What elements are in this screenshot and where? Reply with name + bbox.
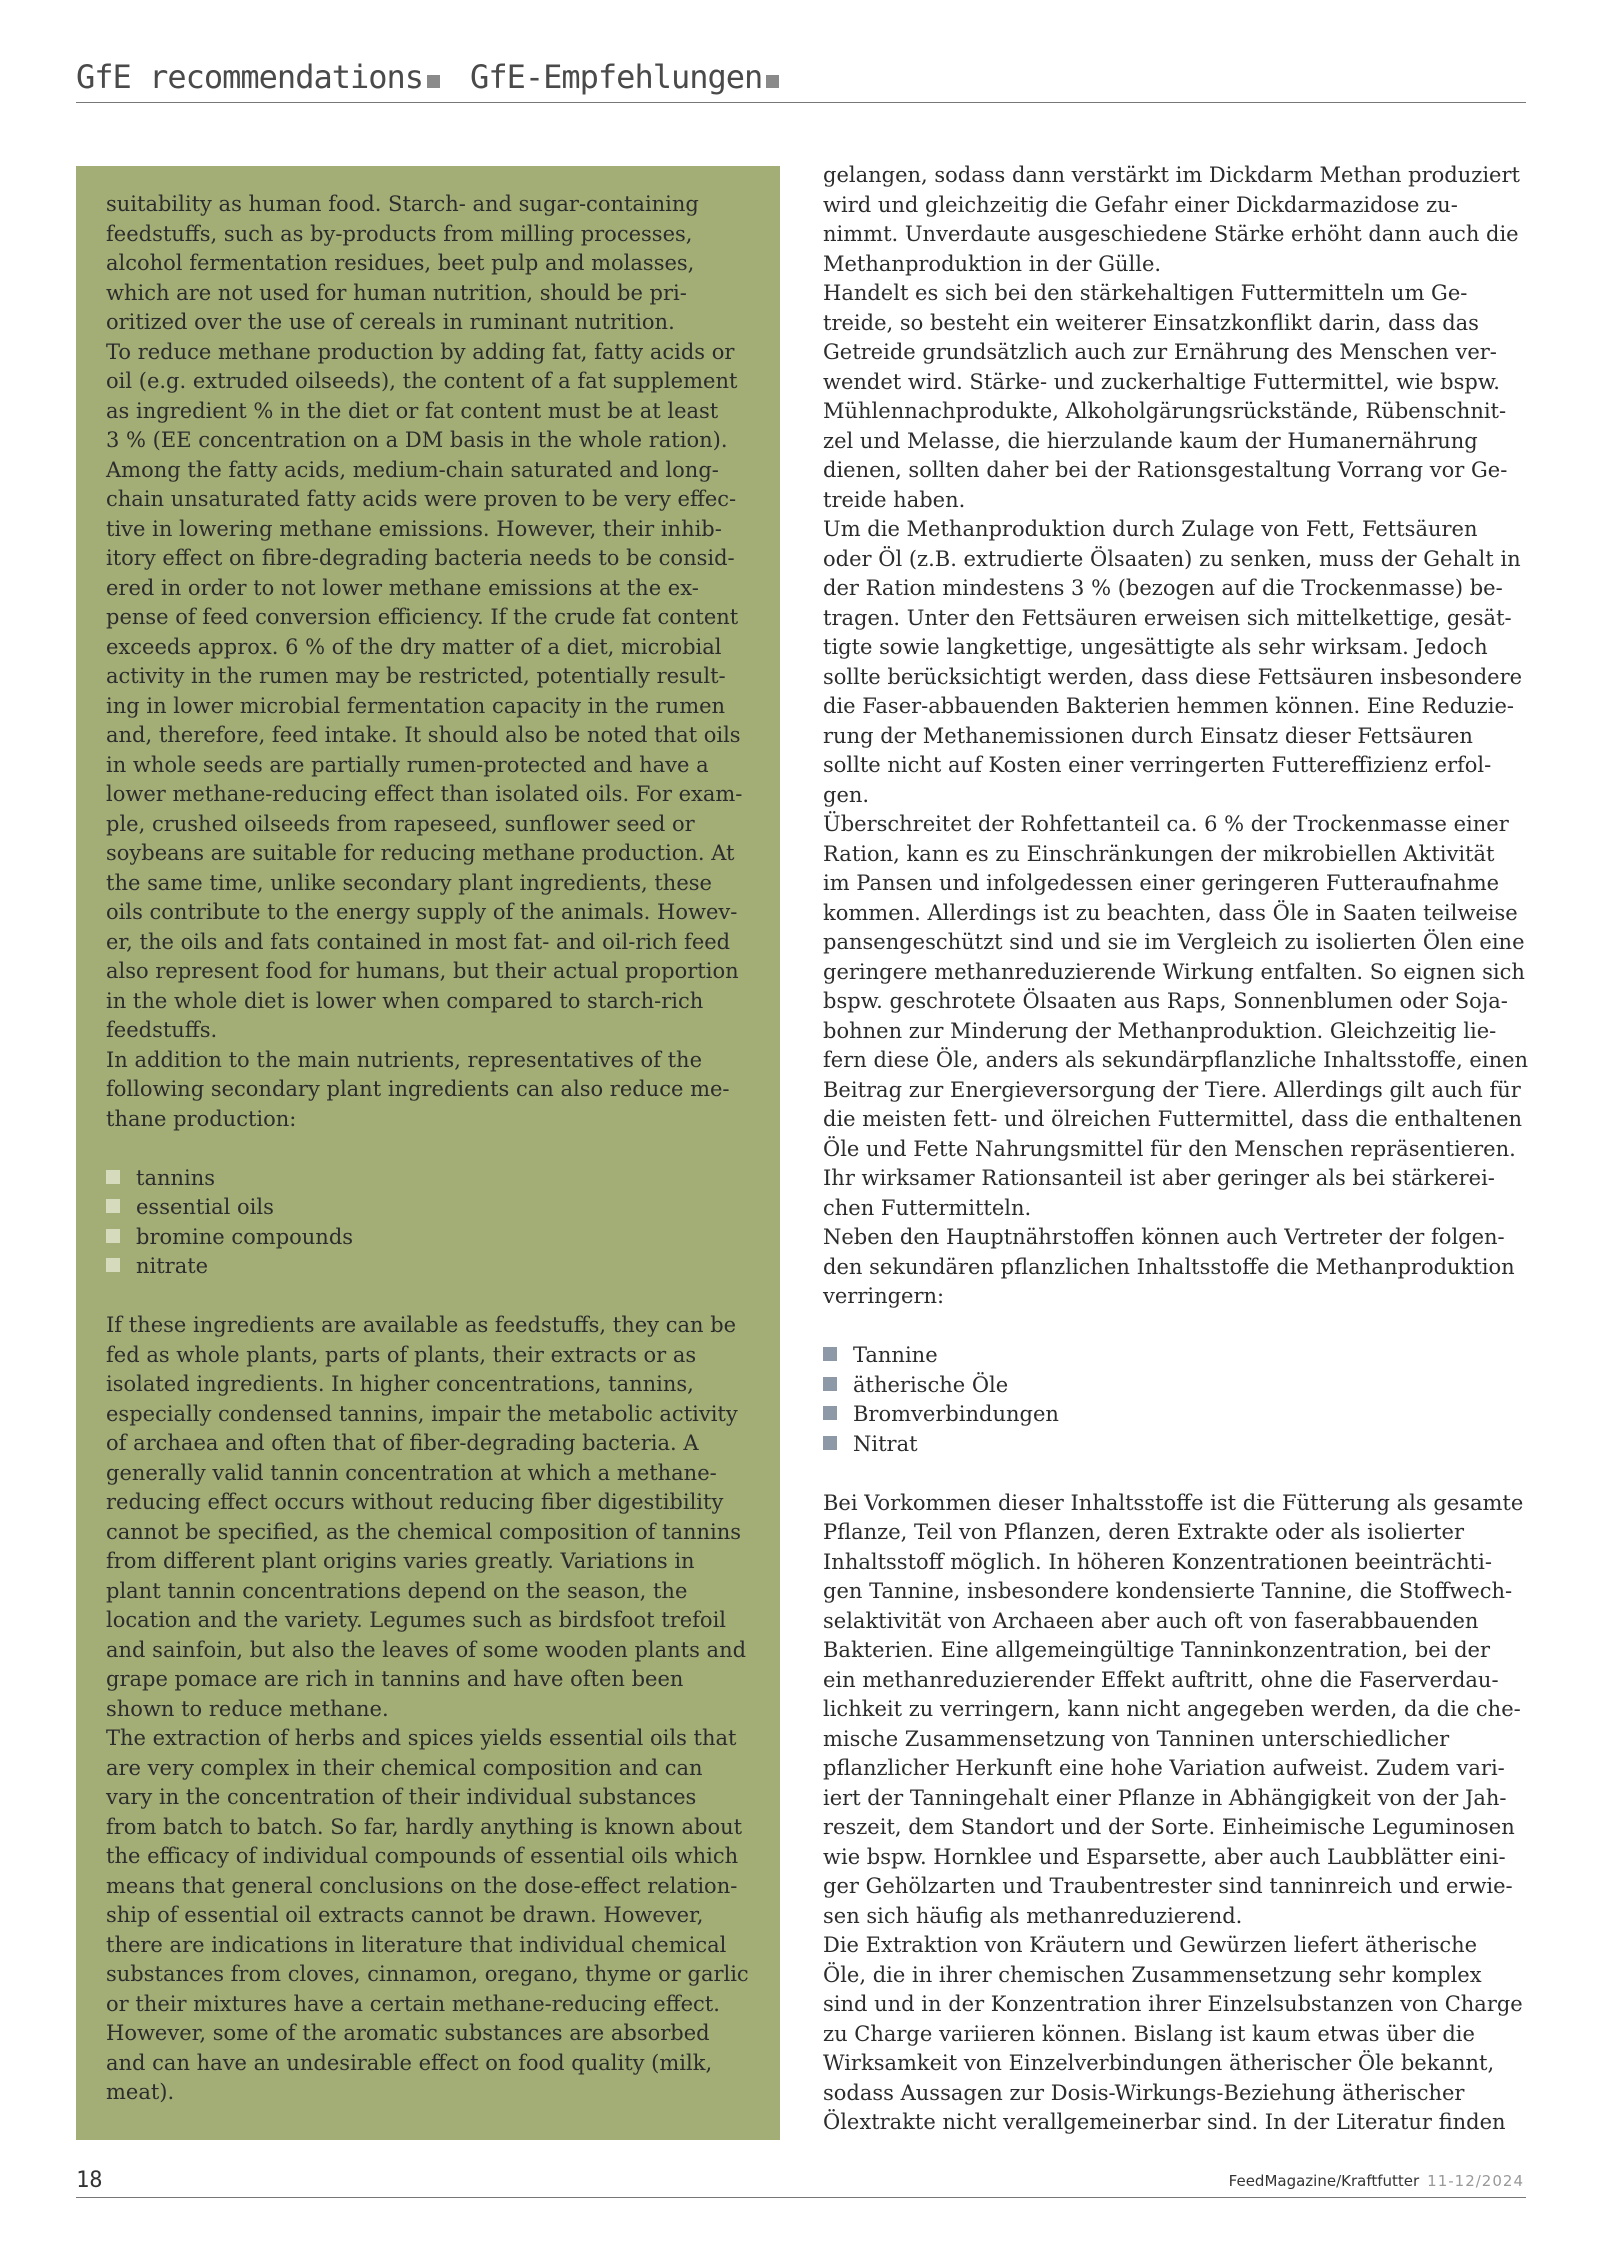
text-line: iert der Tanningehalt einer Pflanze in Abhängigkeit von der Jah- <box>823 1785 1507 1810</box>
bullet-square-icon <box>823 1377 837 1391</box>
bullet-item <box>106 1193 754 1223</box>
bullet-text: essential oils <box>136 1195 274 1219</box>
text-line: Methanproduktion in der Gülle. <box>823 251 1162 276</box>
text-line: from different plant origins varies greatly. Variations in <box>106 1549 695 1573</box>
text-line: Um die Methanproduktion durch Zulage von Fett, Fettsäuren <box>823 517 1478 541</box>
text-line: verringern: <box>823 1284 945 1308</box>
text-line: which are not used for human nutrition, should be pri- <box>106 280 687 305</box>
bullet-square-icon <box>106 1229 120 1243</box>
text-line: Öle, die in ihrer chemischen Zusammensetzung sehr komplex <box>823 1962 1482 1987</box>
text-line: pflanzlicher Herkunft eine hohe Variation aufweist. Zudem vari- <box>823 1756 1505 1780</box>
publication-footer <box>1229 2172 1524 2190</box>
text-line: oritized over the use of cereals in ruminant nutrition. <box>106 310 675 334</box>
text-line: generally valid tannin concentration at which a methane- <box>106 1460 717 1485</box>
text-line: location and the variety. Legumes such as birdsfoot trefoil <box>106 1608 727 1632</box>
german-bullet-list <box>823 1341 1527 1459</box>
header-square-icon <box>766 75 779 88</box>
text-line: ing in lower microbial fermentation capacity in the rumen <box>106 693 726 718</box>
text-line: substances from cloves, cinnamon, oregano, thyme or garlic <box>106 1962 749 1986</box>
text-line: tragen. Unter den Fettsäuren erweisen sich mittelkettige, gesät- <box>823 605 1512 630</box>
bullet-item <box>823 1400 1527 1430</box>
text-line: lichkeit zu verringern, kann nicht angegeben werden, da die che- <box>823 1697 1521 1721</box>
text-line: die meisten fett- und ölreichen Futtermittel, dass die enthaltenen <box>823 1107 1523 1131</box>
bullet-item <box>106 1164 754 1194</box>
text-line: im Pansen und infolgedessen einer geringeren Futteraufnahme <box>823 871 1500 895</box>
bullet-text: tannins <box>136 1165 216 1190</box>
text-line: ship of essential oil extracts cannot be drawn. However, <box>106 1903 704 1927</box>
text-line: sind und in der Konzentration ihrer Einzelsubstanzen von Charge <box>823 1992 1523 2016</box>
text-line: there are indications in literature that individual chemical <box>106 1932 727 1957</box>
english-paragraphs-top <box>106 190 754 1134</box>
text-line: sollte berücksichtigt werden, dass diese Fettsäuren insbesondere <box>823 664 1523 689</box>
bullet-text: Nitrat <box>853 1431 918 1456</box>
bullet-text: Bromverbindungen <box>853 1402 1059 1426</box>
text-line: the efficacy of individual compounds of essential oils which <box>106 1844 739 1868</box>
text-line: alcohol fermentation residues, beet pulp and molasses, <box>106 251 695 275</box>
text-line: ger Gehölzarten und Traubentrester sind tanninreich und erwie- <box>823 1874 1513 1898</box>
text-line: thane production: <box>106 1106 297 1131</box>
text-line: chain unsaturated fatty acids were proven to be very effec- <box>106 487 737 511</box>
text-line: ple, crushed oilseeds from rapeseed, sunflower seed or <box>106 811 695 836</box>
text-line: er, the oils and fats contained in most fat- and oil-rich feed <box>106 929 731 954</box>
text-line: Neben den Hauptnährstoffen können auch Vertreter der folgen- <box>823 1225 1505 1249</box>
text-line: Getreide grundsätzlich auch zur Ernährung des Menschen ver- <box>823 340 1497 364</box>
text-line: zu Charge variieren können. Bislang ist kaum etwas über die <box>823 2021 1475 2046</box>
text-line: in whole seeds are partially rumen-protected and have a <box>106 752 709 777</box>
running-header <box>76 58 1526 103</box>
text-line: and, therefore, feed intake. It should also be noted that oils <box>106 723 741 747</box>
text-line: Bakterien. Eine allgemeingültige Tanninkonzentration, bei der <box>823 1638 1491 1662</box>
text-line: Ölextrakte nicht verallgemeinerbar sind. In der Literatur finden <box>823 2110 1506 2134</box>
text-line: der Ration mindestens 3 % (bezogen auf die Trockenmasse) be- <box>823 576 1503 600</box>
text-line: sen sich häufig als methanreduzierend. <box>823 1903 1243 1928</box>
text-line: However, some of the aromatic substances are absorbed <box>106 2021 710 2045</box>
text-line: dienen, sollten daher bei der Rationsgestaltung Vorrang vor Ge- <box>823 458 1508 482</box>
page-number: 18 <box>76 2168 103 2193</box>
text-line: ered in order to not lower methane emissions at the ex- <box>106 575 699 600</box>
text-line: vary in the concentration of their individual substances <box>106 1785 697 1809</box>
text-line: means that general conclusions on the dose-effect relation- <box>106 1873 738 1898</box>
text-line: ein methanreduzierender Effekt auftritt, ohne die Faserverdau- <box>823 1667 1499 1692</box>
text-line: isolated ingredients. In higher concentrations, tannins, <box>106 1372 694 1396</box>
german-paragraphs-bottom <box>823 1489 1527 2138</box>
text-line: plant tannin concentrations depend on the season, the <box>106 1578 688 1603</box>
text-line: chen Futtermitteln. <box>823 1195 1032 1220</box>
text-line: Beitrag zur Energieversorgung der Tiere. Allerdings gilt auch für <box>823 1077 1521 1102</box>
text-line: or their mixtures have a certain methane-reducing effect. <box>106 1991 720 2016</box>
text-line: itory effect on fibre-degrading bacteria needs to be consid- <box>106 546 735 570</box>
text-line: of archaea and often that of fiber-degrading bacteria. A <box>106 1431 699 1455</box>
text-line: Pflanze, Teil von Pflanzen, deren Extrakte oder als isolierter <box>823 1520 1465 1544</box>
text-line: kommen. Allerdings ist zu beachten, dass Öle in Saaten teilweise <box>823 900 1518 925</box>
text-line: gen Tannine, insbesondere kondensierte Tannine, die Stoffwech- <box>823 1579 1513 1603</box>
text-line: Handelt es sich bei den stärkehaltigen Futtermitteln um Ge- <box>823 281 1468 305</box>
text-line: Die Extraktion von Kräutern und Gewürzen liefert ätherische <box>823 1933 1478 1957</box>
text-line: oil (e.g. extruded oilseeds), the content of a fat supplement <box>106 369 738 393</box>
text-line: wie bspw. Hornklee und Esparsette, aber auch Laubblätter eini- <box>823 1844 1506 1869</box>
text-line: To reduce methane production by adding fat, fatty acids or <box>106 339 735 364</box>
text-line: and sainfoin, but also the leaves of some wooden plants and <box>106 1637 747 1662</box>
text-line: Ration, kann es zu Einschränkungen der mikrobiellen Aktivität <box>823 841 1495 866</box>
text-line: mische Zusammensetzung von Tanninen unterschiedlicher <box>823 1726 1450 1751</box>
text-line: geringere methanreduzierende Wirkung entfalten. So eignen sich <box>823 959 1525 984</box>
bullet-item <box>106 1252 754 1282</box>
text-line: exceeds approx. 6 % of the dry matter of a diet, microbial <box>106 634 722 659</box>
bullet-text: ätherische Öle <box>853 1372 1009 1397</box>
text-line: from batch to batch. So far, hardly anything is known about <box>106 1814 743 1839</box>
text-line: bohnen zur Minderung der Methanproduktion. Gleichzeitig lie- <box>823 1018 1497 1043</box>
text-line: treide, so besteht ein weiterer Einsatzkonflikt darin, dass das <box>823 310 1479 335</box>
text-line: wird und gleichzeitig die Gefahr einer Dickdarmazidose zu- <box>823 192 1458 217</box>
english-column <box>106 190 754 2108</box>
text-line: especially condensed tannins, impair the metabolic activity <box>106 1401 738 1426</box>
text-line: grape pomace are rich in tannins and have often been <box>106 1667 684 1691</box>
text-line: are very complex in their chemical composition and can <box>106 1755 703 1780</box>
english-paragraphs-bottom <box>106 1311 754 2108</box>
bullet-square-icon <box>106 1199 120 1213</box>
header-title-de: GfE-Empfehlungen <box>470 58 763 96</box>
bullet-square-icon <box>106 1170 120 1184</box>
text-line: Ihr wirksamer Rationsanteil ist aber geringer als bei stärkerei- <box>823 1166 1495 1190</box>
text-line: bspw. geschrotete Ölsaaten aus Raps, Sonnenblumen oder Soja- <box>823 989 1508 1013</box>
text-line: also represent food for humans, but their actual proportion <box>106 959 739 983</box>
english-bullet-list <box>106 1164 754 1282</box>
text-line: sodass Aussagen zur Dosis-Wirkungs-Beziehung ätherischer <box>823 2080 1465 2105</box>
bullet-item <box>823 1341 1527 1371</box>
bullet-text: nitrate <box>136 1254 209 1278</box>
text-line: oils contribute to the energy supply of the animals. Howev- <box>106 900 738 924</box>
text-line: suitability as human food. Starch- and sugar-containing <box>106 192 699 216</box>
bullet-square-icon <box>823 1347 837 1361</box>
issue-date: 11-12/2024 <box>1427 2172 1524 2190</box>
bullet-text: bromine compounds <box>136 1224 354 1249</box>
bullet-square-icon <box>106 1258 120 1272</box>
text-line: Among the fatty acids, medium-chain saturated and long- <box>106 457 719 482</box>
text-line: fern diese Öle, anders als sekundärpflanzliche Inhaltsstoffe, einen <box>823 1048 1529 1072</box>
text-line: as ingredient % in the diet or fat content must be at least <box>106 398 719 423</box>
text-line: pansengeschützt sind und sie im Vergleich zu isolierten Ölen eine <box>823 930 1525 954</box>
bullet-item <box>106 1223 754 1253</box>
bullet-text: Tannine <box>853 1343 938 1367</box>
text-line: Bei Vorkommen dieser Inhaltsstoffe ist die Fütterung als gesamte <box>823 1490 1524 1515</box>
text-line: 3 % (EE concentration on a DM basis in the whole ration). <box>106 428 728 452</box>
publication-name: FeedMagazine/Kraftfutter <box>1228 2172 1420 2190</box>
text-line: reszeit, dem Standort und der Sorte. Einheimische Leguminosen <box>823 1815 1515 1839</box>
header-square-icon <box>427 75 440 88</box>
text-line: Wirksamkeit von Einzelverbindungen ätherischer Öle bekannt, <box>823 2051 1495 2075</box>
text-line: rung der Methanemissionen durch Einsatz dieser Fettsäuren <box>823 723 1473 748</box>
text-line: lower methane-reducing effect than isolated oils. For exam- <box>106 782 743 806</box>
text-line: gen. <box>823 782 870 807</box>
text-line: feedstuffs, such as by-products from milling processes, <box>106 221 693 246</box>
text-line: den sekundären pflanzlichen Inhaltsstoffe die Methanproduktion <box>823 1254 1515 1279</box>
text-line: shown to reduce methane. <box>106 1696 389 1721</box>
german-column <box>823 161 1527 2138</box>
text-line: cannot be specified, as the chemical composition of tannins <box>106 1519 742 1544</box>
footer-rule <box>76 2197 1526 2198</box>
text-line: The extraction of herbs and spices yields essential oils that <box>106 1726 737 1750</box>
header-title-en: GfE recommendations <box>76 58 424 96</box>
text-line: activity in the rumen may be restricted, potentially result- <box>106 664 726 688</box>
text-line: die Faser-abbauenden Bakterien hemmen können. Eine Reduzie- <box>823 694 1514 718</box>
text-line: Inhaltsstoff möglich. In höheren Konzentrationen beeinträchti- <box>823 1549 1492 1574</box>
text-line: pense of feed conversion efficiency. If the crude fat content <box>106 605 739 629</box>
bullet-item <box>823 1371 1527 1401</box>
text-line: In addition to the main nutrients, representatives of the <box>106 1047 702 1072</box>
text-line: tigte sowie langkettige, ungesättigte als sehr wirksam. Jedoch <box>823 635 1488 659</box>
text-line: gelangen, sodass dann verstärkt im Dickdarm Methan produziert <box>823 163 1520 187</box>
text-line: in the whole diet is lower when compared to starch-rich <box>106 988 704 1013</box>
text-line: oder Öl (z.B. extrudierte Ölsaaten) zu senken, muss der Gehalt in <box>823 546 1521 571</box>
text-line: nimmt. Unverdaute ausgeschiedene Stärke erhöht dann auch die <box>823 222 1519 246</box>
text-line: and can have an undesirable effect on food quality (milk, <box>106 2050 713 2075</box>
text-line: sollte nicht auf Kosten einer verringerten Futtereffizienz erfol- <box>823 753 1492 777</box>
text-line: Überschreitet der Rohfettanteil ca. 6 % der Trockenmasse einer <box>823 812 1509 836</box>
text-line: fed as whole plants, parts of plants, their extracts or as <box>106 1342 697 1367</box>
text-line: selaktivität von Archaeen aber auch oft von faserabbauenden <box>823 1608 1479 1633</box>
german-paragraphs-top <box>823 161 1527 1312</box>
text-line: treide haben. <box>823 487 966 512</box>
text-line: meat). <box>106 2080 175 2104</box>
bullet-square-icon <box>823 1406 837 1420</box>
text-line: wendet wird. Stärke- und zuckerhaltige Futtermittel, wie bspw. <box>823 369 1500 394</box>
text-line: feedstuffs. <box>106 1018 218 1042</box>
text-line: Öle und Fette Nahrungsmittel für den Menschen repräsentieren. <box>823 1136 1516 1161</box>
text-line: zel und Melasse, die hierzulande kaum der Humanernährung <box>823 428 1478 453</box>
bullet-square-icon <box>823 1436 837 1450</box>
text-line: tive in lowering methane emissions. However, their inhib- <box>106 516 722 541</box>
text-line: the same time, unlike secondary plant ingredients, these <box>106 870 712 895</box>
text-line: following secondary plant ingredients can also reduce me- <box>106 1077 730 1101</box>
text-line: If these ingredients are available as feedstuffs, they can be <box>106 1313 737 1337</box>
text-line: soybeans are suitable for reducing methane production. At <box>106 841 735 865</box>
text-line: Mühlennachprodukte, Alkoholgärungsrückstände, Rübenschnit- <box>823 399 1507 423</box>
text-line: reducing effect occurs without reducing fiber digestibility <box>106 1490 724 1514</box>
bullet-item <box>823 1430 1527 1460</box>
